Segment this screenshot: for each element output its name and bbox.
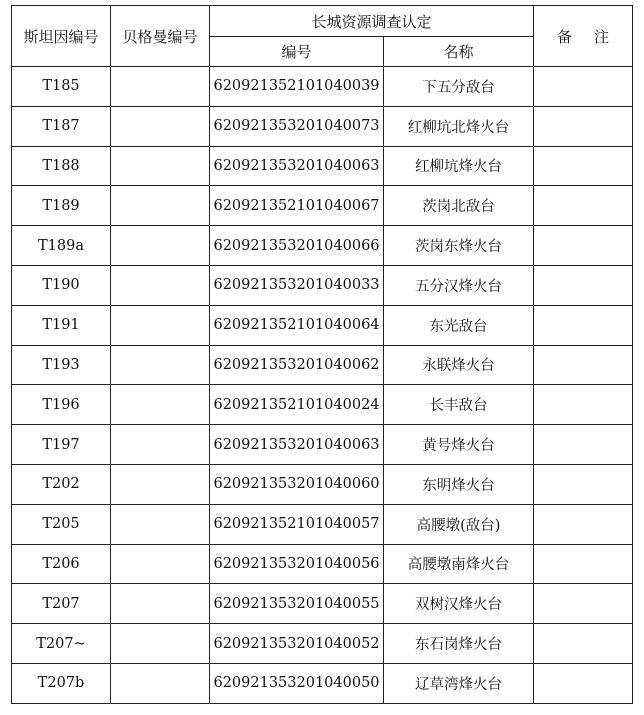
stein-number-cell: T185 (12, 67, 111, 107)
bergman-number-cell (111, 425, 210, 465)
table-row (12, 504, 633, 544)
bergman-number-cell (111, 584, 210, 624)
stein-number-cell: T196 (12, 385, 111, 425)
table-body (12, 67, 633, 704)
stein-number-cell: T207 (12, 584, 111, 624)
survey-code-cell: 620921353201040052 (210, 624, 384, 664)
survey-code-header: 编号 (210, 37, 384, 67)
survey-code-cell: 620921353201040066 (210, 226, 384, 266)
bergman-number-cell (111, 663, 210, 703)
table-row (12, 305, 633, 345)
table-row (12, 584, 633, 624)
stein-number-cell: T187 (12, 106, 111, 146)
notes-cell (534, 305, 633, 345)
survey-name-cell: 长丰敌台 (384, 385, 534, 425)
survey-name-cell: 高腰墩(敌台) (384, 504, 534, 544)
notes-cell (534, 345, 633, 385)
bergman-number-cell (111, 464, 210, 504)
stein-number-cell: T191 (12, 305, 111, 345)
stein-number-cell: T205 (12, 504, 111, 544)
table-row (12, 67, 633, 107)
notes-cell (534, 425, 633, 465)
stein-number-cell: T189 (12, 186, 111, 226)
table-row (12, 345, 633, 385)
bergman-number-cell (111, 67, 210, 107)
survey-code-cell: 620921353201040055 (210, 584, 384, 624)
table-row (12, 265, 633, 305)
great-wall-site-table (11, 5, 633, 704)
survey-code-cell: 620921352101040024 (210, 385, 384, 425)
stein-number-cell: T202 (12, 464, 111, 504)
table-row (12, 146, 633, 186)
bergman-number-cell (111, 146, 210, 186)
stein-number-cell: T207~ (12, 624, 111, 664)
table-row (12, 106, 633, 146)
stein-number-cell: T188 (12, 146, 111, 186)
notes-cell (534, 265, 633, 305)
survey-code-cell: 620921352101040064 (210, 305, 384, 345)
stein-number-header: 斯坦因编号 (12, 6, 111, 67)
stein-number-cell: T193 (12, 345, 111, 385)
table-row (12, 425, 633, 465)
bergman-number-header: 贝格曼编号 (111, 6, 210, 67)
notes-cell (534, 385, 633, 425)
survey-name-cell: 东明烽火台 (384, 464, 534, 504)
survey-code-cell: 620921353201040056 (210, 544, 384, 584)
survey-name-cell: 东石岗烽火台 (384, 624, 534, 664)
bergman-number-cell (111, 345, 210, 385)
survey-name-cell: 双树汉烽火台 (384, 584, 534, 624)
survey-code-cell: 620921353201040050 (210, 663, 384, 703)
survey-code-cell: 620921352101040039 (210, 67, 384, 107)
survey-name-cell: 辽草湾烽火台 (384, 663, 534, 703)
bergman-number-cell (111, 504, 210, 544)
notes-header: 备注 (534, 6, 633, 67)
survey-code-cell: 620921352101040057 (210, 504, 384, 544)
survey-code-cell: 620921353201040063 (210, 425, 384, 465)
survey-code-cell: 620921353201040063 (210, 146, 384, 186)
notes-cell (534, 544, 633, 584)
stein-number-cell: T207b (12, 663, 111, 703)
table-row (12, 624, 633, 664)
notes-cell (534, 504, 633, 544)
table-row (12, 464, 633, 504)
survey-group-header: 长城资源调查认定 (210, 6, 534, 37)
stein-number-cell: T190 (12, 265, 111, 305)
survey-name-cell: 黄号烽火台 (384, 425, 534, 465)
bergman-number-cell (111, 385, 210, 425)
header-row-1 (12, 6, 633, 37)
table-row (12, 186, 633, 226)
table-row (12, 663, 633, 703)
notes-cell (534, 106, 633, 146)
stein-number-cell: T206 (12, 544, 111, 584)
survey-name-cell: 东光敌台 (384, 305, 534, 345)
notes-cell (534, 663, 633, 703)
stein-number-cell: T197 (12, 425, 111, 465)
survey-code-cell: 620921352101040067 (210, 186, 384, 226)
bergman-number-cell (111, 624, 210, 664)
bergman-number-cell (111, 305, 210, 345)
survey-name-cell: 永联烽火台 (384, 345, 534, 385)
survey-name-cell: 高腰墩南烽火台 (384, 544, 534, 584)
notes-cell (534, 464, 633, 504)
bergman-number-cell (111, 226, 210, 266)
stein-number-cell: T189a (12, 226, 111, 266)
survey-name-cell: 红柳坑北烽火台 (384, 106, 534, 146)
notes-cell (534, 186, 633, 226)
survey-name-cell: 茨岗东烽火台 (384, 226, 534, 266)
survey-code-cell: 620921353201040073 (210, 106, 384, 146)
bergman-number-cell (111, 544, 210, 584)
survey-name-cell: 红柳坑烽火台 (384, 146, 534, 186)
survey-code-cell: 620921353201040062 (210, 345, 384, 385)
bergman-number-cell (111, 186, 210, 226)
bergman-number-cell (111, 265, 210, 305)
notes-cell (534, 226, 633, 266)
survey-name-header: 名称 (384, 37, 534, 67)
table-row (12, 226, 633, 266)
survey-code-cell: 620921353201040033 (210, 265, 384, 305)
notes-cell (534, 624, 633, 664)
table-row (12, 385, 633, 425)
table-row (12, 544, 633, 584)
survey-name-cell: 下五分敌台 (384, 67, 534, 107)
notes-cell (534, 146, 633, 186)
notes-cell (534, 584, 633, 624)
notes-cell (534, 67, 633, 107)
survey-name-cell: 茨岗北敌台 (384, 186, 534, 226)
survey-name-cell: 五分汉烽火台 (384, 265, 534, 305)
table-header (12, 6, 633, 67)
survey-code-cell: 620921353201040060 (210, 464, 384, 504)
bergman-number-cell (111, 106, 210, 146)
